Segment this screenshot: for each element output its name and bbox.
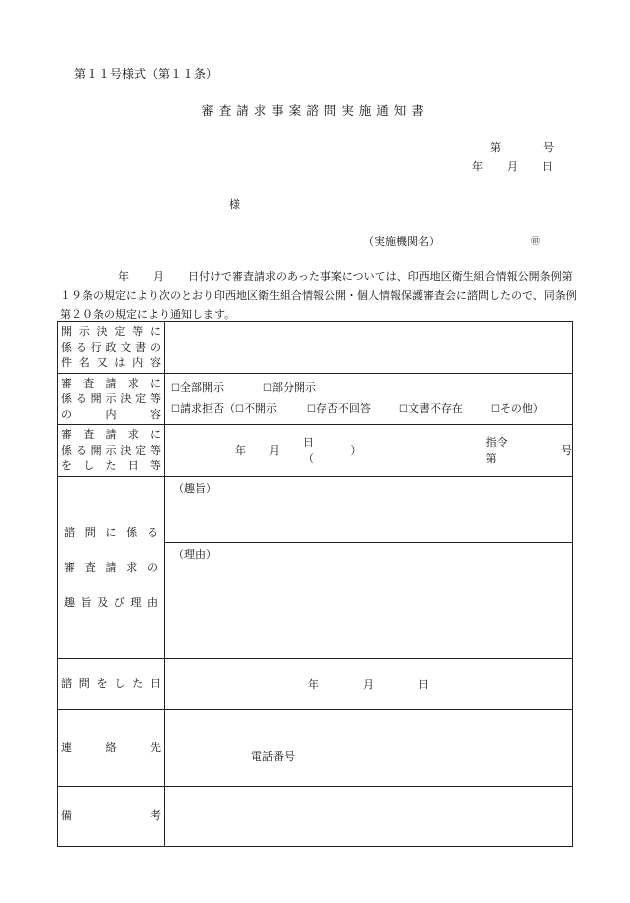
notice-number-suffix: 号 (543, 141, 554, 154)
phone-label: 電話番号 (251, 749, 295, 763)
notice-date (472, 158, 553, 174)
label-reason (58, 476, 165, 658)
decision-options-line1 (165, 378, 572, 399)
decision-date-day: 日（ (302, 436, 314, 466)
reason-section[interactable] (165, 543, 572, 653)
table-row-contact (58, 709, 573, 786)
decision-date-month: 月 (268, 444, 280, 458)
table-row-document (58, 322, 573, 374)
decision-options-cell (165, 373, 573, 425)
label-decision (58, 373, 165, 425)
agency-name-label: （実施機関名） (363, 235, 440, 248)
decision-date-cell[interactable] (165, 425, 573, 477)
label-line: 諮 問 を し た 日 (61, 676, 161, 690)
decision-date-year: 年 (235, 444, 246, 458)
label-line: 開 示 決 定 等 に (61, 325, 161, 338)
form-number: 第１１号様式（第１１条） (74, 67, 219, 81)
table-row-remarks (58, 786, 573, 846)
seal-mark: ㊞ (531, 237, 541, 247)
gist-section[interactable] (165, 477, 572, 543)
notice-date-year: 年 (472, 160, 483, 173)
label-line: 審 査 請 求 に (61, 428, 161, 441)
checkbox-refusal[interactable]: ☐ 請求拒否（ (171, 399, 235, 420)
label-consult-date (58, 658, 165, 709)
checkbox-no-document[interactable]: ☐ 文書不存在 (399, 399, 491, 420)
document-title: 審査請求事案諮問実施通知書 (201, 103, 429, 118)
label-decision-date (58, 425, 165, 477)
reason-cell (165, 476, 573, 658)
intro-month: 月 (153, 270, 164, 283)
notice-number (490, 139, 554, 155)
decision-date-paren-close: ） (350, 444, 362, 458)
addressee: 様 (229, 198, 240, 211)
label-line: 趣 旨 及 び 理 由 (64, 595, 158, 609)
notice-number-prefix: 第 (490, 141, 501, 154)
label-document (58, 322, 165, 374)
decision-options-line2 (165, 399, 572, 420)
label-line: 連 絡 先 (61, 740, 161, 754)
consult-date-year: 年 (308, 677, 319, 691)
gist-label: （趣旨） (173, 481, 217, 495)
label-line: 諮 問 に 係 る (64, 525, 158, 539)
label-contact (58, 709, 165, 786)
notice-form-table (57, 321, 573, 847)
consult-date-cell[interactable] (165, 658, 573, 709)
table-row-decision-date (58, 425, 573, 477)
label-line: 備 考 (61, 809, 161, 823)
label-remarks (58, 786, 165, 846)
label-line: 審 査 請 求 の (64, 560, 158, 574)
label-line: 係 る 行 政 文 書 の (61, 340, 161, 354)
document-value-cell[interactable] (165, 322, 573, 374)
table-row-consult-date (58, 658, 573, 709)
table-row-reason (58, 476, 573, 658)
intro-year: 年 (118, 270, 129, 283)
consult-date-day: 日 (418, 677, 429, 691)
intro-text: 日付けで審査請求のあった事案については、印西地区衛生組合情報公開条例第１９条の規定により次のとおり印西地区衛生組合情報公開・個人情報保護審査会に諮問したので、同条例第２０条の規定により通知します。 (60, 270, 577, 321)
consult-date-month: 月 (363, 677, 374, 691)
label-line: 件 名 又 は 内 容 (61, 356, 161, 369)
checkbox-full-disclosure[interactable]: ☐ 全部開示 (171, 378, 263, 399)
remarks-cell[interactable] (165, 786, 573, 846)
reason-label: （理由） (173, 547, 217, 561)
checkbox-non-disclosure[interactable]: ☐ 不開示 (235, 399, 307, 420)
notice-date-month: 月 (507, 160, 518, 173)
intro-paragraph (60, 267, 578, 324)
order-number-suffix: 号 (561, 444, 573, 458)
label-line: 審 査 請 求 に (61, 376, 161, 390)
table-row-decision (58, 373, 573, 425)
label-line: 係 る 開 示 決 定 等 (61, 443, 161, 457)
checkbox-partial-disclosure[interactable]: ☐ 部分開示 (263, 378, 316, 399)
notice-date-day: 日 (542, 160, 553, 173)
contact-cell[interactable] (165, 709, 573, 786)
order-number-prefix: 指令第 (485, 436, 508, 466)
label-line: を し た 日 等 (61, 459, 161, 472)
label-line: の 内 容 (61, 407, 161, 421)
checkbox-other[interactable]: ☐ その他） (491, 399, 544, 420)
label-line: 係 る 開 示 決 定 等 (61, 392, 161, 405)
checkbox-neither-confirm[interactable]: ☐ 存否不回答 (307, 399, 399, 420)
